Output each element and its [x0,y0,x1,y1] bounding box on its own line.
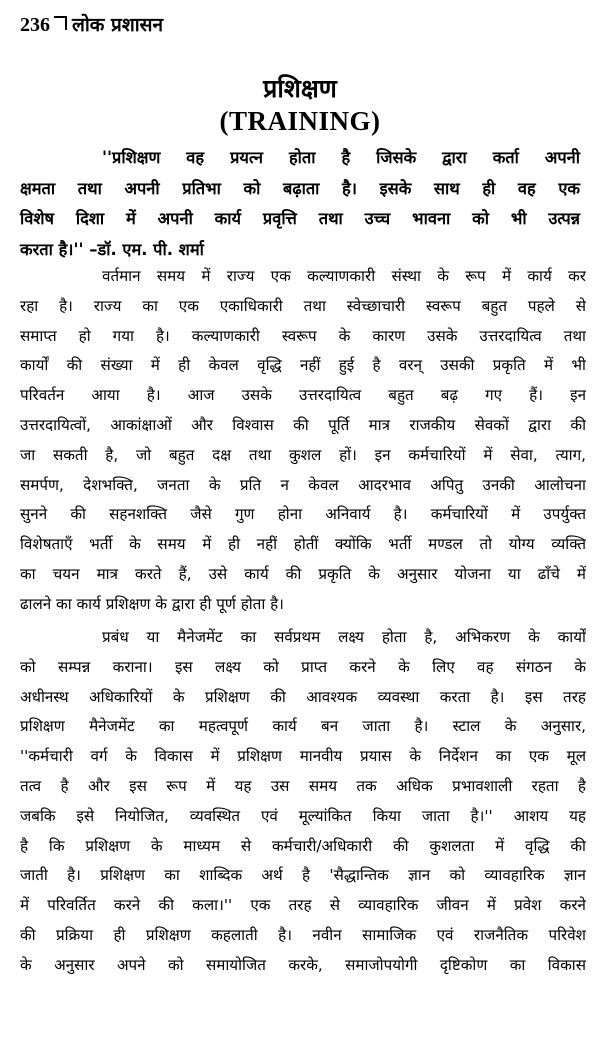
text-line: प्रशिक्षण मैनेजमेंट का महत्वपूर्ण कार्य बन जाता है। स्टाल के अनुसार, [20,717,586,736]
text-line: समाप्त हो गया है। कल्याणकारी स्वरूप के कारण उसके उत्तरदायित्व तथा [20,326,586,345]
text-line: विशेषताएँ भर्ती के समय में ही नहीं होतीं क्योंकि भर्ती मण्डल तो योग्य व्यक्ति [20,535,586,554]
chapter-title: प्रशिक्षण [263,74,337,103]
quote-line: विशेष दिशा में अपनी कार्य प्रवृत्ति तथा उच्च भावना को भी उत्पन्न [20,209,580,228]
text-line: अधीनस्थ अधिकारियों के प्रशिक्षण की आवश्यक व्यवस्था करता है। इस तरह [20,687,586,706]
running-header [20,12,163,38]
text-line: रहा है। राज्य का एक एकाधिकारी तथा स्वेच्छाचारी स्वरूप बहुत पहले से [20,296,586,315]
chapter-subtitle: (TRAINING) [219,106,381,136]
quote-line: करता है।'' –डॉ. एम. पी. शर्मा [20,239,204,259]
text-line: ''कर्मचारी वर्ग के विकास में प्रशिक्षण मानवीय प्रयास के निर्देशन का एक मूल [20,747,586,766]
text-line: वर्तमान समय में राज्य एक कल्याणकारी संस्था के रूप में कार्य कर [102,267,586,285]
text-line: प्रबंध या मैनेजमेंट का सर्वप्रथम लक्ष्य होता है, अभिकरण के कार्यों [102,628,586,646]
text-line: परिवर्तन आया है। आज उसके उत्तरदायित्व बहुत बढ़ गए हैं। इन [20,386,586,405]
text-line: जबकि इसे नियोजित, व्यवस्थित एवं मूल्यांकित किया जाता है।'' आशय यह [20,806,586,825]
text-line: जा सकती है, जो बहुत दक्ष तथा कुशल हों। इन कर्मचारियों में सेवा, त्याग, [20,445,586,464]
quote-line: क्षमता तथा अपनी प्रतिभा को बढ़ाता है। इसके साथ ही वह एक [20,178,580,198]
text-line: में परिवर्तित करने की कला।'' एक तरह से व्यावहारिक जीवन में प्रवेश करने [20,896,586,915]
text-line: तत्व है और इस रूप में यह उस समय तक अधिक प्रभावशाली रहता है [20,776,586,795]
epigraph-quote [20,143,580,265]
paragraph-1 [20,262,586,620]
text-line: के अनुसार अपने को समायोजित करके, समाजोपयोगी दृष्टिकोण का विकास [20,955,586,974]
text-line: जाती है। प्रशिक्षण का शाब्दिक अर्थ है 'सैद्धान्तिक ज्ञान को व्यावहारिक ज्ञान [20,866,586,885]
text-line: उत्तरदायित्वों, आकांक्षाओं और विश्वास की पूर्ति मात्र राजकीय सेवकों द्वारा की [20,415,586,434]
quote-line: ''प्रशिक्षण वह प्रयत्न होता है जिसके द्वारा कर्ता अपनी [102,148,580,167]
text-line: कार्यों की संख्या में ही केवल वृद्धि नहीं हुई है वरन् उसकी प्रकृति में भी [20,356,586,375]
text-line: का चयन मात्र करते हैं, उसे कार्य की प्रकृति के अनुसार योजना या ढाँचे में [20,564,586,583]
text-line: को सम्पन्न कराना। इस लक्ष्य को प्राप्त करने के लिए वह संगठन के [20,657,586,676]
running-title: लोक प्रशासन [72,14,164,36]
paragraph-2 [20,623,586,981]
text-line: ढालने का कार्य प्रशिक्षण के द्वारा ही पूर्ण होता है। [20,594,284,613]
page-number: 236 [20,14,50,36]
text-line: समर्पण, देशभक्ति, जनता के प्रति न केवल आदरभाव अपितु उनकी आलोचना [20,475,586,494]
bracket-icon [54,16,67,30]
text-line: है कि प्रशिक्षण के माध्यम से कर्मचारी/अधिकारी की कुशलता में वृद्धि की [20,836,586,855]
text-line: की प्रक्रिया ही प्रशिक्षण कहलाती है। नवीन सामाजिक एवं राजनैतिक परिवेश [20,925,586,944]
text-line: सुनने की सहनशक्ति जैसे गुण होना अनिवार्य है। कर्मचारियों में उपर्युक्त [20,505,586,524]
